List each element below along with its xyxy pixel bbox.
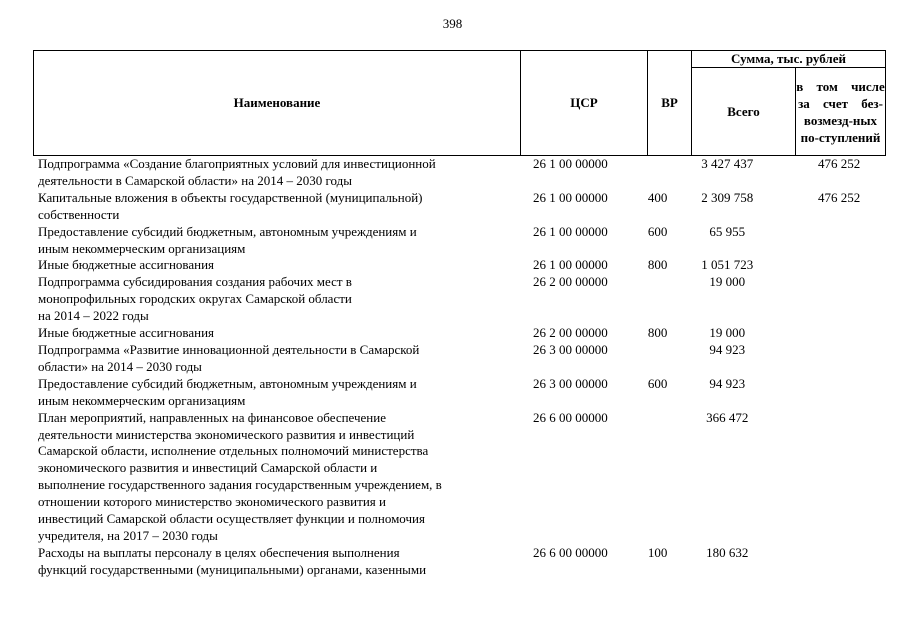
header-amount-group: Сумма, тыс. рублей (731, 51, 846, 66)
row-total: 94 923 (709, 375, 746, 391)
table-row (38, 376, 898, 410)
header-non-repayable: в том числе за счет без-возмезд-ных по-ступлений (796, 78, 885, 145)
table-row (38, 410, 898, 545)
table-row (38, 274, 898, 325)
row-vr: 100 (647, 544, 668, 560)
row-total: 19 000 (709, 325, 746, 341)
row-vr: 400 (647, 189, 668, 205)
table-row (38, 156, 898, 190)
table-body (38, 156, 898, 579)
row-name: Капитальные вложения в объекты государственной (муниципальной) собственности (38, 189, 423, 222)
table-row (38, 224, 898, 258)
row-csr: 26 2 00 00000 (533, 274, 608, 290)
row-name: Расходы на выплаты персоналу в целях обеспечения выполнения функций государственными (муниципальными) органами, казенными (38, 544, 427, 577)
row-name: Иные бюджетные ассигнования (38, 257, 215, 273)
row-total: 94 923 (709, 341, 746, 357)
row-vr: 600 (647, 375, 668, 391)
row-csr: 26 1 00 00000 (533, 189, 608, 205)
row-total: 366 472 (706, 409, 749, 425)
row-total: 3 427 437 (701, 156, 754, 171)
row-total: 1 051 723 (701, 257, 754, 273)
table-row (38, 325, 898, 342)
row-csr: 26 6 00 00000 (533, 544, 608, 560)
row-csr: 26 2 00 00000 (533, 325, 608, 341)
table-row (38, 257, 898, 274)
row-vr: 600 (647, 223, 668, 239)
row-total: 65 955 (709, 223, 746, 239)
page-number: 398 (442, 16, 463, 31)
header-vr: ВР (661, 95, 678, 110)
header-csr: ЦСР (570, 95, 598, 110)
row-csr: 26 1 00 00000 (533, 257, 608, 273)
row-total: 2 309 758 (701, 189, 754, 205)
row-non-repayable: 476 252 (818, 189, 861, 205)
row-csr: 26 6 00 00000 (533, 409, 608, 425)
row-vr: 800 (647, 257, 668, 273)
row-name: План мероприятий, направленных на финансовое обеспечение деятельности министерства экономического развития и инвестиций Самарской области, исполнение отдельных полномочий министерства экономического развития и инвестиций Самарской области и выполнение государственного задания государственным учреждением, в отношении которого министерство экономического развития и инвестиций Самарской области осуществляет функции и полномочия учредителя, на 2017 – 2030 годы (38, 409, 442, 543)
row-name: Подпрограмма «Создание благоприятных условий для инвестиционной деятельности в Самарской области» на 2014 – 2030 годы (38, 156, 436, 188)
row-name: Предоставление субсидий бюджетным, автономным учреждениям и иным некоммерческим организациям (38, 375, 417, 408)
table-row (38, 342, 898, 376)
row-csr: 26 1 00 00000 (533, 156, 608, 171)
row-csr: 26 1 00 00000 (533, 223, 608, 239)
row-total: 19 000 (709, 274, 746, 290)
row-total: 180 632 (706, 544, 749, 560)
row-vr: 800 (647, 325, 668, 341)
table-row (38, 190, 898, 224)
row-name: Подпрограмма субсидирования создания рабочих мест в монопрофильных городских округах Самарской области на 2014 – 2022 годы (38, 274, 352, 324)
row-csr: 26 3 00 00000 (533, 375, 608, 391)
row-name: Подпрограмма «Развитие инновационной деятельности в Самарской области» на 2014 – 2030 годы (38, 341, 420, 374)
table-row (38, 545, 898, 579)
row-name: Иные бюджетные ассигнования (38, 325, 215, 341)
header-total: Всего (727, 103, 760, 119)
row-name: Предоставление субсидий бюджетным, автономным учреждениям и иным некоммерческим организациям (38, 223, 417, 256)
row-non-repayable: 476 252 (818, 156, 861, 171)
row-csr: 26 3 00 00000 (533, 341, 608, 357)
header-name: Наименование (233, 95, 321, 110)
table-right-border (885, 50, 886, 156)
